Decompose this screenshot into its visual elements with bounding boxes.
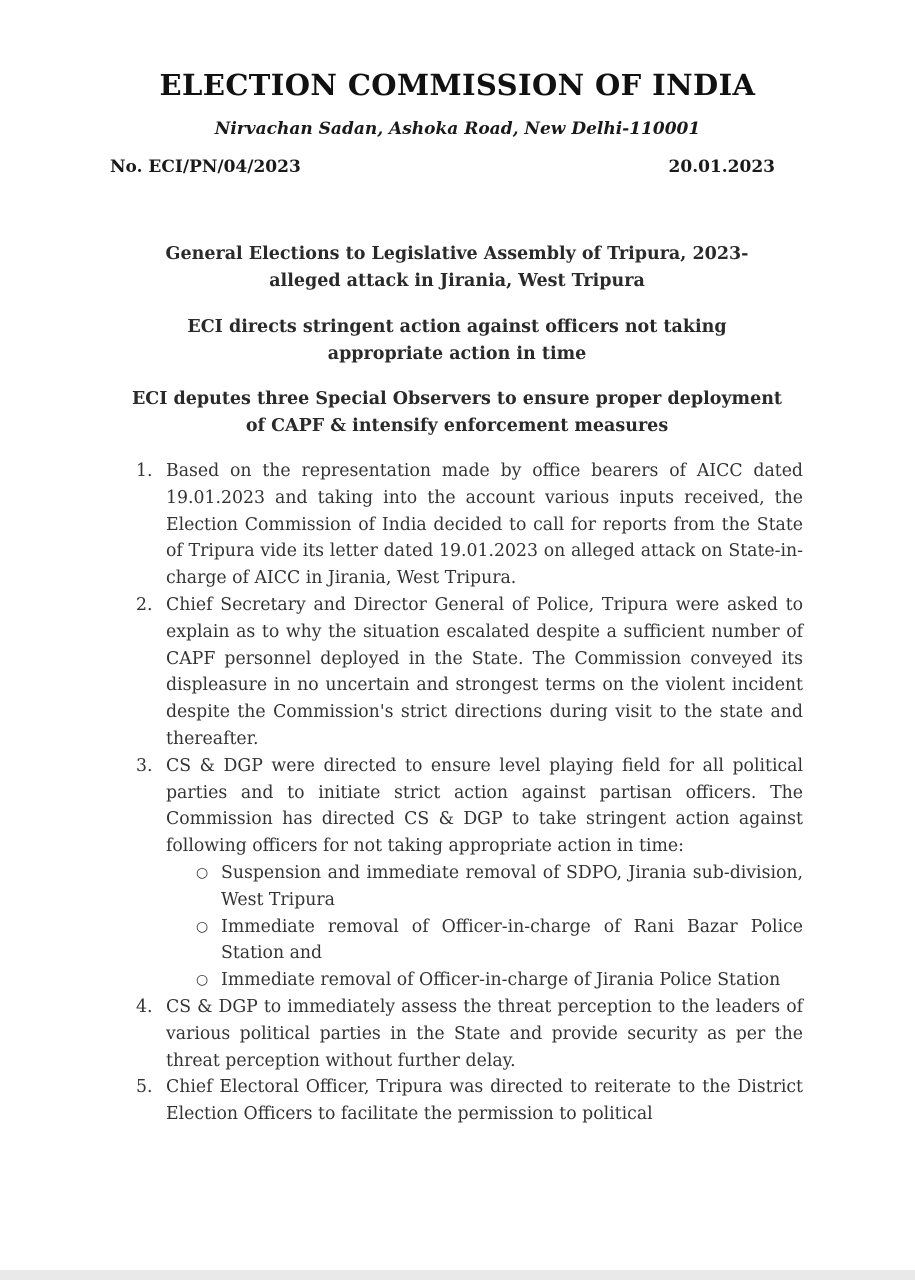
office-address: Nirvachan Sadan, Ashoka Road, New Delhi-110001 [214,119,701,139]
points-list [130,458,803,1128]
page-bottom-edge [0,1270,915,1280]
point-text: Chief Electoral Officer, Tripura was directed to reiterate to the District Election Officers to facilitate the permission to political [166,1077,803,1125]
hollow-bullet-icon: ○ [196,918,209,935]
point-item-3 [130,753,803,994]
document-title: ELECTION COMMISSION OF INDIA [159,68,756,102]
point-text: Chief Secretary and Director General of Police, Tripura were asked to explain as to why the situation escalated despite a sufficient number of CAPF personnel deployed in the State. The Commission conveyed its displeasure in no uncertain and strongest terms on the violent incident despite the Commission's strict directions during visit to the state and thereafter. [166,594,803,749]
sub-item-2 [166,914,803,968]
point-item-2 [130,592,803,753]
heading-observers [95,386,819,440]
sub-item-3 [166,967,803,994]
heading-subject [100,241,814,295]
point-number: 4. [136,996,153,1017]
point-text: CS & DGP were directed to ensure level playing field for all political parties and to initiate strict action against partisan officers. The Commission has directed CS & DGP to take stringent action against following officers for not taking appropriate action in time: [166,755,803,857]
hollow-bullet-icon: ○ [196,864,209,881]
heading-subject-line-2: alleged attack in Jirania, West Tripura [269,271,645,291]
heading-directive-line-1: ECI directs stringent action against officers not taking [187,317,727,337]
point-item-5 [130,1074,803,1128]
hollow-bullet-icon: ○ [196,972,209,989]
point-number: 1. [136,461,153,481]
point-number: 3. [136,755,153,776]
heading-observers-line-1: ECI deputes three Special Observers to ensure proper deployment [131,389,783,409]
sub-item-text: Suspension and immediate removal of SDPO, Jirania sub-division, West Tripura [221,862,803,910]
point-text: CS & DGP to immediately assess the threat perception to the leaders of various political parties in the State and provide security as per the threat perception without further delay. [166,996,803,1071]
heading-observers-line-2: of CAPF & intensify enforcement measures [245,416,669,436]
reference-number: No. ECI/PN/04/2023 [110,157,301,177]
point-item-4 [130,994,803,1074]
point-number: 5. [136,1077,153,1098]
point-text: Based on the representation made by office bearers of AICC dated 19.01.2023 and taking into the account various inputs received, the Election Commission of India decided to call for reports from the State of Tripura vide its letter dated 19.01.2023 on alleged attack on State-in-charge of AICC in Jirania, West Tripura. [166,461,803,589]
heading-subject-line-1: General Elections to Legislative Assembly of Tripura, 2023- [165,244,749,264]
sub-item-text: Immediate removal of Officer-in-charge of Jirania Police Station [221,970,781,991]
document-date: 20.01.2023 [668,157,775,177]
point-item-1 [130,458,803,592]
heading-directive [100,314,814,368]
heading-directive-line-2: appropriate action in time [327,344,587,364]
sub-item-text: Immediate removal of Officer-in-charge of Rani Bazar Police Station and [221,916,803,964]
sub-item-1 [166,860,803,914]
sub-items-list [166,860,803,994]
point-number: 2. [136,594,153,615]
